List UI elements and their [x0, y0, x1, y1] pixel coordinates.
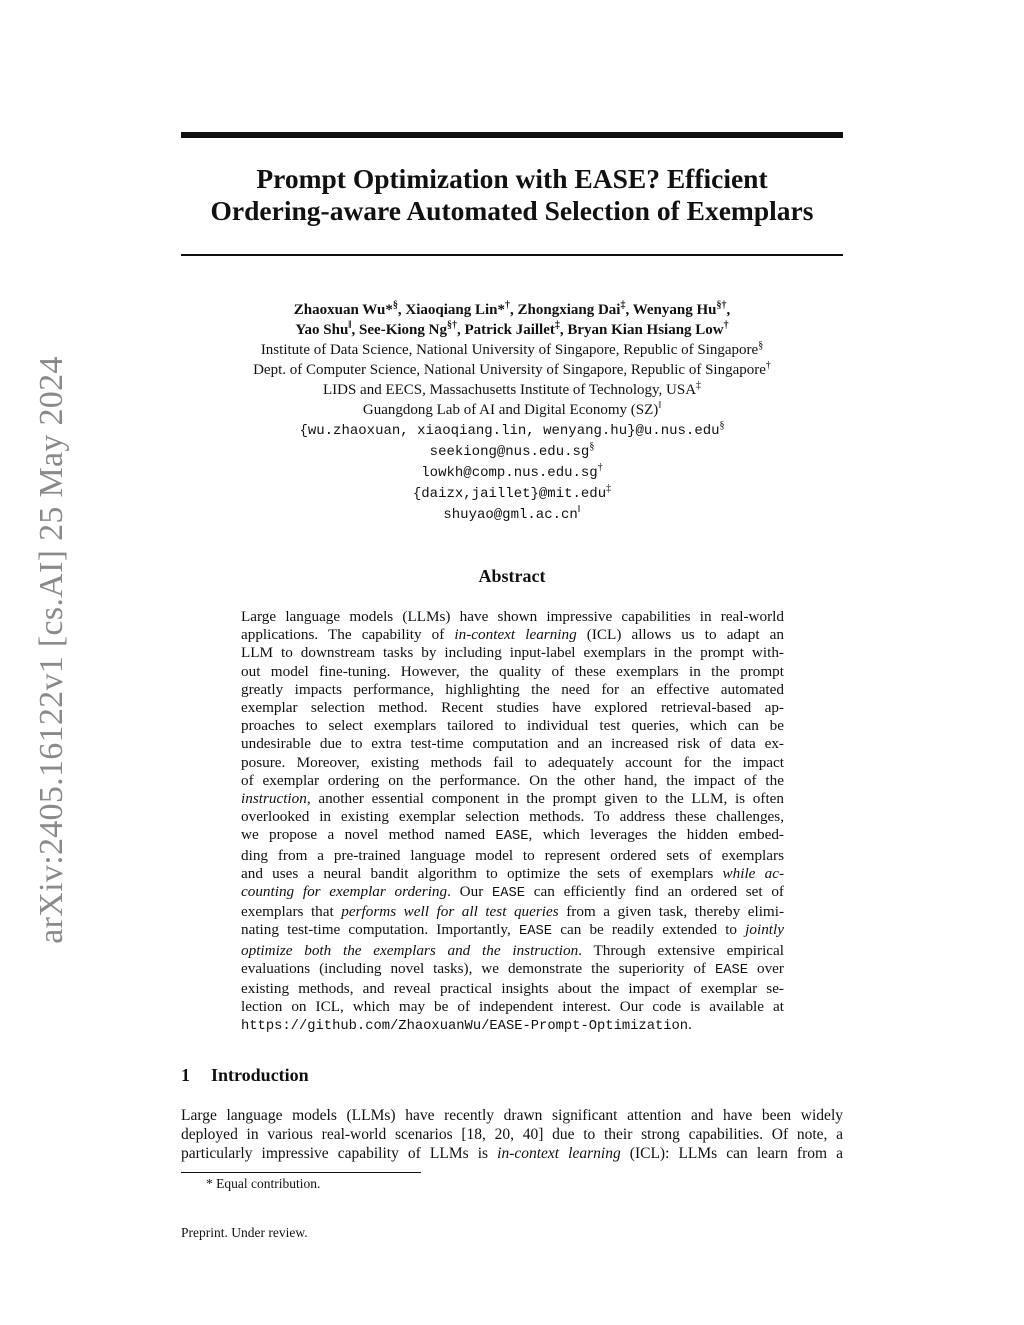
- preprint-notice: Preprint. Under review.: [181, 1225, 308, 1240]
- abstract-line: evaluations (including novel tasks), we demonstrate the superiority of EASE over: [241, 959, 784, 978]
- abstract-line: instruction, another essential component in the prompt given to the LLM, is often: [241, 790, 784, 808]
- author-name: Zhongxiang Dai: [517, 302, 621, 318]
- affiliation-marker: ‡: [620, 300, 626, 311]
- abstract-line: undesirable due to extra test-time computation and an increased risk of data ex-: [241, 735, 784, 753]
- email-nus-students[interactable]: {wu.zhaoxuan, xiaoqiang.lin, wenyang.hu}@u.nus.edu§: [299, 420, 725, 439]
- title-bottom-rule: [181, 254, 843, 256]
- author-row-2: Yao Shu‖, See-Kiong Ng§†, Patrick Jaillet‡, Bryan Kian Hsiang Low†: [295, 320, 729, 338]
- abstract-line: and uses a neural bandit algorithm to optimize the sets of exemplars while ac-: [241, 864, 785, 882]
- section-number: 1: [181, 1065, 190, 1085]
- abstract-line: LLM to downstream tasks by including input-label exemplars in the prompt with-: [241, 644, 784, 662]
- author-row-1: Zhaoxuan Wu*§, Xiaoqiang Lin*†, Zhongxiang Dai‡, Wenyang Hu§†,: [293, 300, 731, 318]
- abstract-line: lection on ICL, which may be of independent interest. Our code is available at: [241, 998, 784, 1016]
- affiliation-marker: §†: [716, 300, 727, 311]
- abstract-line: counting for exemplar ordering. Our EASE can efficiently find an ordered set of: [241, 883, 784, 902]
- affiliation-marker: †: [505, 300, 510, 311]
- abstract-line: out model fine-tuning. However, the quality of these exemplars in the prompt: [241, 662, 784, 680]
- affiliation-marker: ‖: [348, 320, 352, 331]
- abstract-line: Large language models (LLMs) have shown impressive capabilities in real-world: [241, 608, 784, 625]
- affiliation-guangdong: Guangdong Lab of AI and Digital Economy (SZ)‖: [362, 400, 662, 418]
- affiliation-marker: §: [392, 300, 398, 311]
- footnote-rule: [181, 1172, 421, 1173]
- intro-line: deployed in various real-world scenarios [18, 20, 40] due to their strong capabilities. Of note, a: [181, 1126, 843, 1143]
- abstract-line: ding from a pre-trained language model to represent ordered sets of exemplars: [241, 846, 784, 864]
- email-lowkh[interactable]: lowkh@comp.nus.edu.sg†: [421, 462, 603, 481]
- abstract-line: greatly impacts performance, highlighting the need for an effective automated: [241, 680, 784, 698]
- intro-line: particularly impressive capability of LLMs is in-context learning (ICL): LLMs can learn from a: [181, 1145, 843, 1162]
- section-title: Introduction: [211, 1065, 309, 1085]
- abstract-line: existing methods, and reveal practical insights about the impact of exemplar se-: [241, 980, 784, 998]
- abstract-line: exemplars that performs well for all test queries from a given task, thereby elimi-: [241, 903, 785, 921]
- abstract-line: proaches to select exemplars tailored to individual test queries, which can be: [241, 717, 784, 735]
- abstract-line-last: https://github.com/ZhaoxuanWu/EASE-Prompt-Optimization.: [241, 1016, 692, 1035]
- affiliation-marker: ‡: [554, 320, 560, 331]
- affiliation-marker: †: [723, 320, 729, 331]
- abstract-line: of exemplar ordering on the performance. On the other hand, the impact of the: [241, 771, 784, 789]
- abstract-line: posure. Moreover, existing methods fail to adequately account for the impact: [241, 753, 784, 771]
- abstract-line: nating test-time computation. Importantly, EASE can be readily extended to jointly: [241, 921, 784, 940]
- section-heading-introduction: [181, 1065, 309, 1086]
- abstract-line: exemplar selection method. Recent studies have explored retrieval-based ap-: [241, 699, 784, 717]
- abstract-line: we propose a novel method named EASE, which leverages the hidden embed-: [241, 826, 784, 845]
- email-seekiong[interactable]: seekiong@nus.edu.sg§: [429, 441, 595, 460]
- author-name: Wenyang Hu: [632, 302, 717, 318]
- intro-line: Large language models (LLMs) have recently drawn significant attention and have been widely: [181, 1107, 843, 1124]
- arxiv-identifier: arXiv:2405.16122v1 [cs.AI] 25 May 2024: [33, 356, 70, 944]
- abstract-line: applications. The capability of in-context learning (ICL) allows us to adapt an: [241, 626, 785, 644]
- author-name: Xiaoqiang Lin*: [405, 302, 505, 318]
- affiliation-cs-nus: Dept. of Computer Science, National University of Singapore, Republic of Singapore†: [253, 360, 771, 378]
- title-line-2: Ordering-aware Automated Selection of Exemplars: [210, 195, 814, 226]
- title-line-1: Prompt Optimization with EASE? Efficient: [256, 163, 768, 194]
- abstract-body: [241, 608, 784, 1037]
- author-name: Bryan Kian Hsiang Low: [567, 322, 724, 338]
- email-shuyao[interactable]: shuyao@gml.ac.cn‖: [443, 504, 581, 523]
- code-link[interactable]: https://github.com/ZhaoxuanWu/EASE-Prompt-Optimization: [241, 1019, 689, 1035]
- affiliation-mit: LIDS and EECS, Massachusetts Institute of Technology, USA‡: [322, 380, 702, 398]
- abstract-heading: Abstract: [478, 566, 546, 586]
- affiliation-ids: Institute of Data Science, National University of Singapore, Republic of Singapore§: [260, 340, 764, 358]
- affiliation-marker: §†: [446, 320, 457, 331]
- author-name: Zhaoxuan Wu*: [293, 302, 393, 318]
- footnote-equal-contribution: * Equal contribution.: [206, 1176, 321, 1191]
- author-name: See-Kiong Ng: [359, 322, 447, 338]
- abstract-line: optimize both the exemplars and the instruction. Through extensive empirical: [241, 941, 785, 959]
- author-block: [181, 300, 843, 525]
- introduction-body: [181, 1106, 843, 1163]
- author-name: Yao Shu: [295, 322, 349, 338]
- author-name: Patrick Jaillet: [464, 322, 555, 338]
- paper-title: [181, 163, 843, 227]
- abstract-line: overlooked in existing exemplar selection methods. To address these challenges,: [241, 808, 784, 826]
- title-top-rule: [181, 132, 843, 138]
- email-mit[interactable]: {daizx,jaillet}@mit.edu‡: [412, 483, 612, 502]
